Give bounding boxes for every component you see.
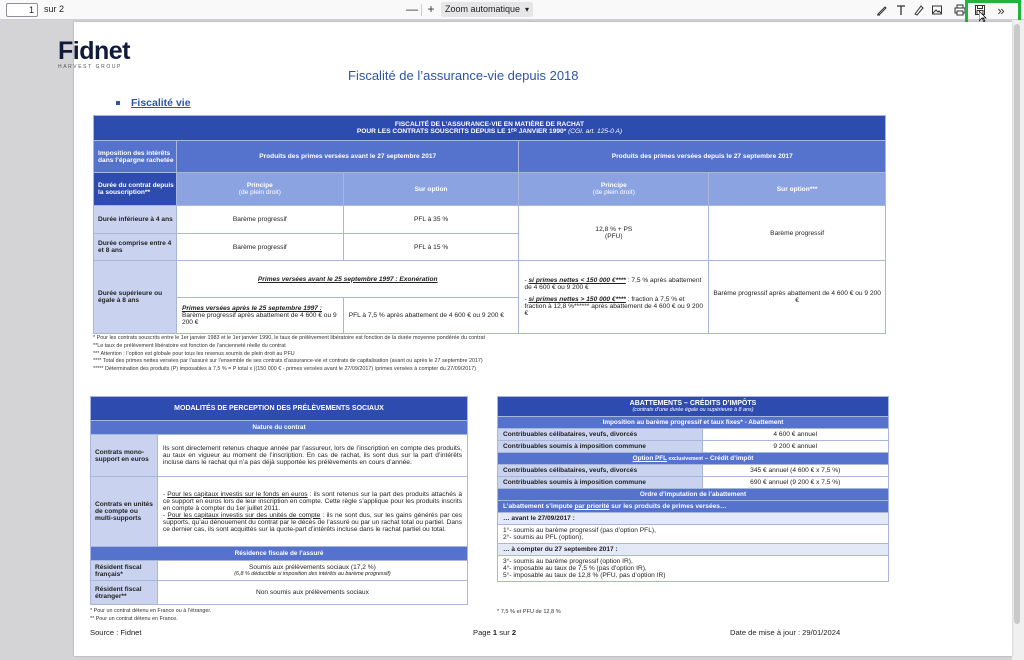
multi-uc-title: Pour les capitaux investis sur des unités de compte xyxy=(167,511,321,519)
column-after-2017: Produits des primes versées depuis le 27 septembre 2017 xyxy=(519,141,886,173)
duree-header: Durée du contrat depuis la souscription** xyxy=(94,173,177,206)
plein-droit-label: (de plein droit) xyxy=(238,189,281,196)
more-tools-icon[interactable]: » xyxy=(997,2,1005,18)
list-item: 3°- soumis au barème progressif (option IR), xyxy=(503,558,633,565)
list-item: 2°- soumis au PFL (option), xyxy=(503,534,584,541)
footer-page-total: 2 xyxy=(511,628,517,637)
footnote: *** Attention : l’option est globale pour tous les revenus soumis de plein droit au PFU xyxy=(93,350,295,357)
row-label-4-to-8: Durée comprise entre 4 et 8 ans xyxy=(94,234,177,261)
social-levies-table xyxy=(90,396,468,605)
imposition-header: Imposition des intérêts dans l’épargne rachetée xyxy=(94,141,177,173)
footnote: * Pour un contrat détenu en France ou à l’étranger. xyxy=(90,608,212,614)
resident-fr-note: (6,8 % déductible si imposition des intérêts au barème progressif) xyxy=(234,571,391,577)
residence-header: Résidence fiscale de l’assuré xyxy=(91,547,468,561)
mono-support-label: Contrats mono-support en euros xyxy=(91,435,158,477)
zoom-in-button[interactable]: + xyxy=(427,2,435,16)
section-title: Fiscalité vie xyxy=(131,97,191,109)
avant-2017-header: … avant le 27/09/2017 : xyxy=(498,513,889,525)
list-item: 5°- imposable au taux de 12,8 % (PFU, pas d’option IR) xyxy=(503,572,666,579)
footnote: **Le taux de prélèvement libératoire est fonction de l’ancienneté réelle du contrat xyxy=(93,342,286,349)
logo-name: Fidnet xyxy=(58,37,130,65)
footnote: ***** Détermination des produits (P) imposables à 7,5 % = P total x ((150 000 € - primes versées avant le 27/09/2017) /primes versées à compter du 27/09/2017) xyxy=(93,366,476,373)
celibataires-label: Contribuables célibataires, veufs, divorcés xyxy=(498,429,703,441)
company-logo xyxy=(58,37,130,70)
cell-exoneration xyxy=(176,261,519,298)
page-count-label: sur 2 xyxy=(44,4,65,14)
option-pfl-title: Option PFL xyxy=(632,455,668,462)
principe-label: Principe xyxy=(246,182,273,189)
abatements-title-text: ABATTEMENTS – CRÉDITS D’IMPÔTS xyxy=(629,400,757,407)
after-1997-title: Primes versées après le 25 septembre 1997 : xyxy=(181,305,322,312)
multi-support-text: - Pour les capitaux investis sur le fonds en euros : ils sont retenus sur la part des produits attachés à ce support en euros lors de leur inscription en compte. Cette règle s’applique pour les produits inscrits en compte à compter du 1er juillet 2011. - Pour les capitaux investis sur des unités de compte : ils ne sont dus, sur les gains générés par ces supports, qu’au dénouement du contrat par le décès de l’assuré ou par un rachat total ou partiel. Dans ce dernier cas, ils sont acquittés sur la quote-part d’intérêts incluse dans le rachat partiel ou total. xyxy=(157,477,467,547)
footnote: * Pour les contrats souscrits entre le 1er janvier 1983 et le 1er janvier 1990, le taux de prélèvement libératoire est fonction de la durée moyenne pondérée du contrat xyxy=(93,335,485,341)
principe-header-before xyxy=(176,173,343,206)
commune-label: Contribuables soumis à imposition commune xyxy=(498,441,703,453)
cell-under4-option: PFL à 35 % xyxy=(343,206,519,234)
page-number-input[interactable]: 1 xyxy=(6,3,38,17)
row-label-under-4: Durée inférieure à 4 ans xyxy=(94,206,177,234)
table-title-line2: POUR LES CONTRATS SOUSCRITS DEPUIS LE 1ᴱᴿ JANVIER 1990* xyxy=(356,128,569,135)
zoom-out-button[interactable]: — xyxy=(406,2,418,16)
imputation-rule-priority: par priorité xyxy=(574,503,610,510)
mono-support-text: Ils sont directement retenus chaque année par l’assureur, lors de l’inscription en compte des produits, au taux en vigueur au moment de l’inscription. En cas de rachat, ils sont dus sur la part d’intérêts incluse dans le rachat qui n’a pas déjà supportée les prélèvements en cours d’année. xyxy=(157,435,467,477)
text-icon[interactable] xyxy=(893,2,909,18)
commune-value-2: 690 € annuel (9 200 € x 7,5 %) xyxy=(702,477,889,489)
table-footnotes xyxy=(93,335,485,374)
column-before-2017: Produits des primes versées avant le 27 septembre 2017 xyxy=(176,141,519,173)
primes-large-title: si primes nettes > 150 000 €**** xyxy=(528,296,626,303)
resident-etranger-label: Résident fiscal étranger** xyxy=(91,581,158,605)
celibataires-value: 4 600 € annuel xyxy=(702,429,889,441)
exoneration-text: Primes versées avant le 25 septembre 1997 : Exonération xyxy=(257,275,438,283)
option-header-before: Sur option xyxy=(343,173,519,206)
option-header-after: Sur option*** xyxy=(709,173,886,206)
pdf-toolbar xyxy=(0,0,1024,20)
list-item: 4°- imposable au taux de 7,5 % (pas d’option IR), xyxy=(503,565,647,572)
cell-4to8-option: PFL à 15 % xyxy=(343,234,519,261)
cell-under4-principe: Barème progressif xyxy=(176,206,343,234)
footnote: ** Pour un contrat détenu en France. xyxy=(90,615,178,622)
zoom-select[interactable] xyxy=(441,2,533,17)
pfu-rate: 12,8 % + PS xyxy=(595,226,633,233)
option-pfl-header xyxy=(498,453,889,465)
resident-fr-main: Soumis aux prélèvements sociaux (17,2 %) xyxy=(249,564,376,571)
list-item: 1°- soumis au barème progressif (pas d’option PFL), xyxy=(503,527,656,534)
row-label-over-8: Durée supérieure ou égale à 8 ans xyxy=(94,261,177,334)
multi-support-label: Contrats en unités de compte ou multi-supports xyxy=(91,477,158,547)
resident-etranger-text: Non soumis aux prélèvements sociaux xyxy=(157,581,467,605)
celibataires-value-2: 345 € annuel (4 600 € x 7,5 %) xyxy=(702,465,889,477)
primes-small-text: : 7,5 % après abattement de 4 600 € ou 9 200 € xyxy=(524,277,702,291)
imposition-bareme-header: Imposition au barème progressif et taux fixes* - Abattement xyxy=(498,417,889,429)
multi-uc-text: : ils ne sont dus, sur les gains générés par ces supports, qu’au dénouement du contrat par le décès de l’assuré ou par un rachat total ou partiel. Dans ce dernier cas, ils sont acquittés sur la quote-part d’intérêts incluse dans le rachat partiel ou total. xyxy=(162,511,462,533)
footer-update-date: Date de mise à jour : 29/01/2024 xyxy=(730,628,841,637)
table-title-ref: (CGI. art. 125-0 A) xyxy=(568,128,623,135)
resident-fr-label: Résident fiscal français* xyxy=(91,561,158,581)
apres-2017-list xyxy=(498,556,889,582)
zoom-select-value: Zoom automatique xyxy=(445,4,521,14)
primes-small-title: si primes nettes < 150 000 €**** xyxy=(528,277,626,284)
plein-droit-label: (de plein droit) xyxy=(592,189,635,196)
cell-after-option-over8: Barème progressif après abattement de 4 600 € ou 9 200 € xyxy=(709,261,886,334)
toolbar-divider xyxy=(421,4,422,16)
footer-page-current: 1 xyxy=(492,628,498,637)
cell-over8-option: PFL à 7,5 % après abattement de 4 600 € ou 9 200 € xyxy=(343,298,519,334)
cell-4to8-principe: Barème progressif xyxy=(176,234,343,261)
after-1997-text: Barème progressif après abattement de 4 600 € ou 9 200 € xyxy=(181,312,337,326)
document-title: Fiscalité de l’assurance-vie depuis 2018 xyxy=(348,68,579,83)
social-levies-title: MODALITÉS DE PERCEPTION DES PRÉLÈVEMENTS SOCIAUX xyxy=(91,397,468,421)
commune-value: 9 200 € annuel xyxy=(702,441,889,453)
resident-fr-text xyxy=(157,561,467,581)
multi-euros-title: Pour les capitaux investis sur le fonds en euros xyxy=(167,490,308,498)
pfu-label: (PFU) xyxy=(605,233,623,240)
imputation-rule xyxy=(498,501,889,513)
footnote: **** Total des primes nettes versées par l’assuré sur l’ensemble de ses contrats d’assurance-vie et contrats de capitalisation (avant ou après le 27 septembre 2017) xyxy=(93,358,483,365)
option-pfl-credit: – Crédit d’impôt xyxy=(702,455,754,462)
option-pfl-small: exclusivement xyxy=(667,456,703,462)
social-levies-footnotes xyxy=(90,608,211,623)
cell-after-primes-nettes: - si primes nettes < 150 000 €**** : 7,5 % après abattement de 4 600 € ou 9 200 € - si primes nettes > 150 000 €**** : fraction à 7,5 % et fraction à 12,8 %****** après abattement de 4 600 € ou 9 200 € xyxy=(519,261,709,334)
image-icon[interactable] xyxy=(929,2,945,18)
chevron-down-icon: ▾ xyxy=(524,5,529,14)
avant-2017-list xyxy=(498,525,889,544)
celibataires-label-2: Contribuables célibataires, veufs, divorcés xyxy=(498,465,703,477)
footer-page-sur: sur xyxy=(497,628,512,637)
highlight-icon[interactable] xyxy=(874,2,890,18)
abatements-footnote: * 7,5 % et PFU de 12,8 % xyxy=(497,609,561,615)
taxation-table xyxy=(93,115,886,334)
principe-header-after xyxy=(519,173,709,206)
imputation-rule-end: sur les produits de primes versées… xyxy=(609,503,727,510)
table-title-line1: FISCALITÉ DE L’ASSURANCE-VIE EN MATIÈRE DE RACHAT xyxy=(394,121,585,128)
principe-label: Principe xyxy=(600,182,627,189)
footer-source: Source : Fidnet xyxy=(90,628,142,637)
imputation-rule-start: L’abattement s’impute xyxy=(503,503,575,510)
abatements-subtitle: (contrats d’une durée égale ou supérieure à 8 ans) xyxy=(632,407,754,413)
cell-over8-principe xyxy=(176,298,343,334)
cell-after-option: Barème progressif xyxy=(709,206,886,261)
table-title xyxy=(94,116,886,141)
footer-page-label: Page xyxy=(473,628,493,637)
abatements-title xyxy=(498,397,889,417)
ordre-imputation-header: Ordre d’imputation de l’abattement xyxy=(498,489,889,501)
draw-icon[interactable] xyxy=(911,2,927,18)
logo-subtitle: HARVEST GROUP xyxy=(58,64,122,70)
apres-2017-header: … à compter du 27 septembre 2017 : xyxy=(498,544,889,556)
multi-euros-text: : ils sont retenus sur la part des produits attachés à ce support en euros lors de leur inscription en compte. Cette règle s’applique pour les produits inscrits en compte à compter du 1er juillet 2011. xyxy=(162,490,462,512)
nature-header: Nature du contrat xyxy=(91,421,468,435)
scrollbar-thumb[interactable] xyxy=(1014,24,1020,624)
primes-large-text: : fraction à 7,5 % et fraction à 12,8 %****** après abattement de 4 600 € ou 9 200 € xyxy=(524,296,704,317)
abatements-table xyxy=(497,396,889,582)
bullet-icon xyxy=(116,101,120,105)
footer-page-number xyxy=(473,628,516,637)
cell-after-principe xyxy=(519,206,709,261)
commune-label-2: Contribuables soumis à imposition commune xyxy=(498,477,703,489)
